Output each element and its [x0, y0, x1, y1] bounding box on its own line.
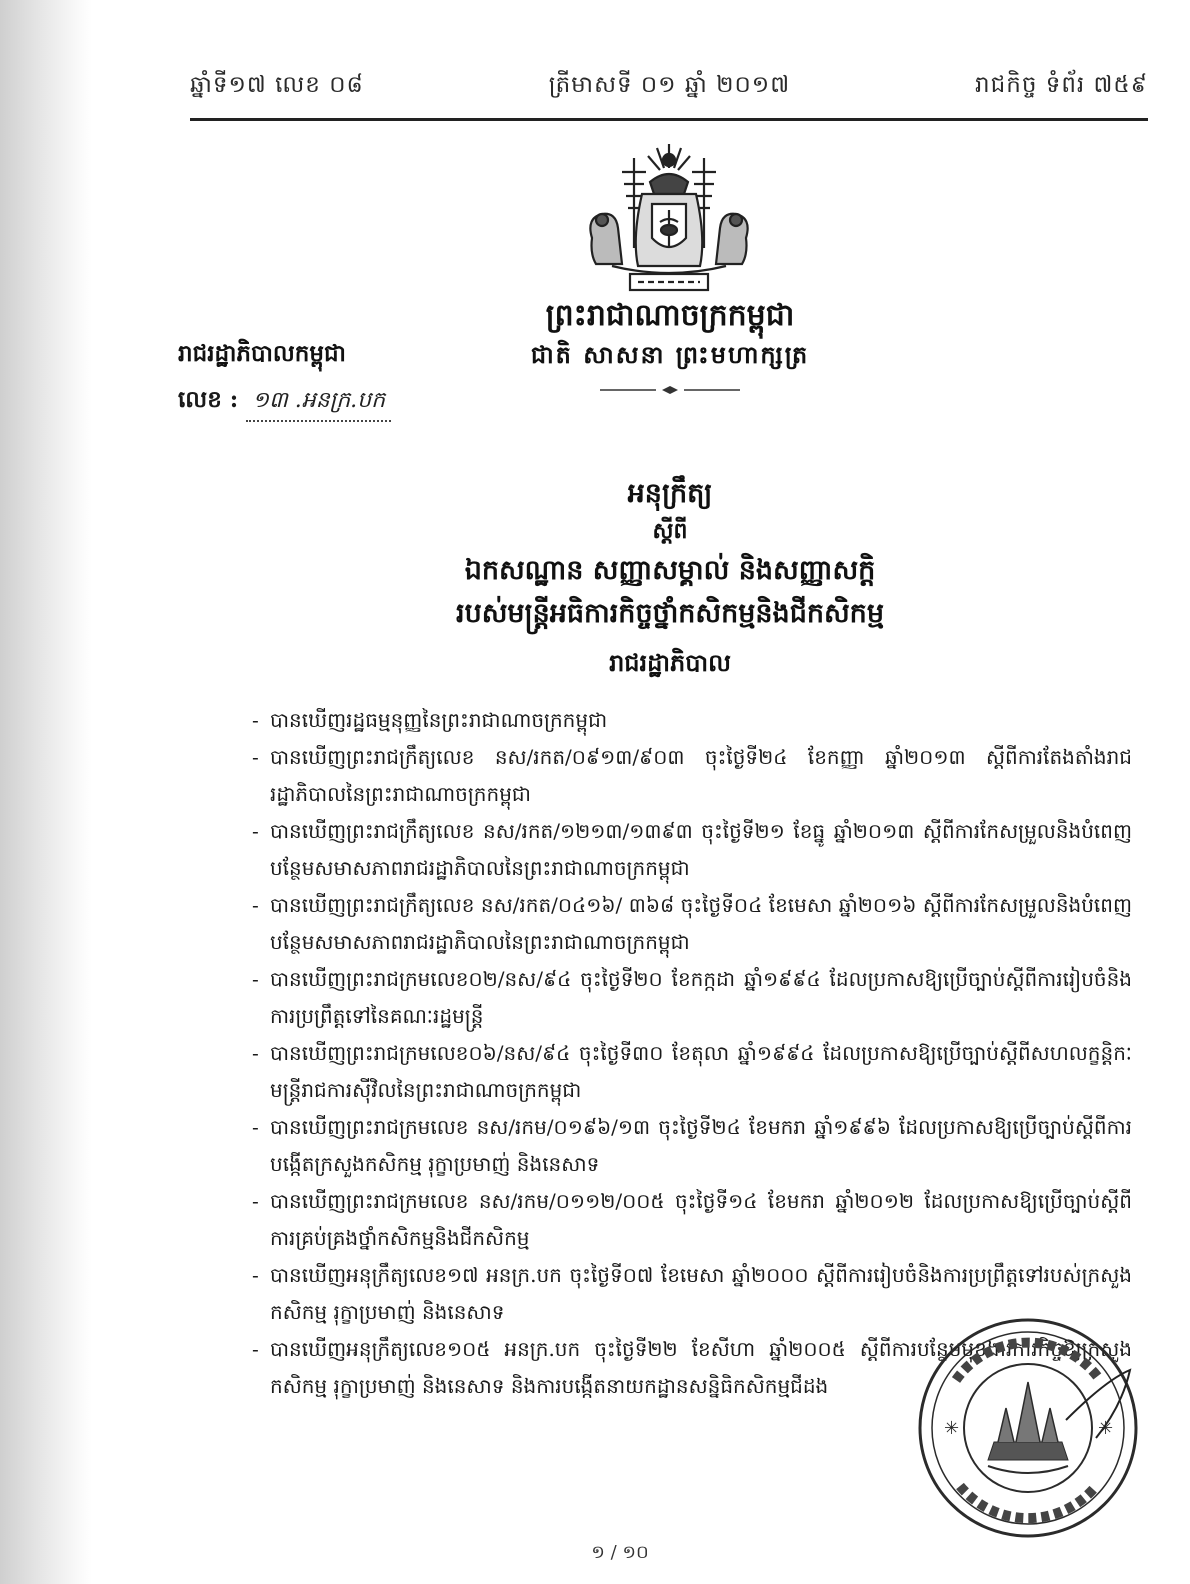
list-item [252, 1183, 1132, 1257]
list-item-text: បានឃើញព្រះរាជក្រមលេខ នស/រកម/០១៩៦/១៣ ចុះថ្ងៃទី២៤ ខែមករា ឆ្នាំ១៩៩៦ ដែលប្រកាសឱ្យប្រើច្បាប់ស្តីពីការបង្កើតក្រសួងកសិកម្ម រុក្ខាប្រមាញ់ និងនេសាទ [270, 1115, 1132, 1176]
list-bullet: - [252, 1041, 259, 1065]
list-item-text: បានឃើញព្រះរាជក្រឹត្យលេខ នស/រកត/០៤១៦/ ៣៦៨ ចុះថ្ងៃទី០៤ ខែមេសា ឆ្នាំ២០១៦ ស្តីពីការកែសម្រួលនិងបំពេញបន្ថែមសមាសភាពរាជរដ្ឋាភិបាលនៃព្រះរាជាណាចក្រកម្ពុជា [270, 893, 1132, 954]
page-number: ១ / ១០ [591, 1542, 649, 1563]
list-item [252, 961, 1132, 1035]
title-on: ស្តីពី [652, 518, 688, 544]
gazette-page: រាជកិច្ច ទំព័រ ៧៥៩ [975, 71, 1148, 98]
reference-label: លេខ : [178, 386, 239, 413]
list-item-text: បានឃើញព្រះរាជក្រមលេខ នស/រកម/០១១២/០០៥ ចុះថ្ងៃទី១៤ ខែមករា ឆ្នាំ២០១២ ដែលប្រកាសឱ្យប្រើច្បាប់ស្តីពីការគ្រប់គ្រងថ្នាំកសិកម្មនិងជីកសិកម្ម [270, 1189, 1132, 1250]
gazette-date: ត្រីមាសទី ០១ ឆ្នាំ ២០១៧ [548, 71, 791, 98]
title-subdecree: អនុក្រឹត្យ [627, 478, 713, 509]
list-item-text: បានឃើញអនុក្រឹត្យលេខ១៧ អនក្រ.បក ចុះថ្ងៃទី០៧ ខែមេសា ឆ្នាំ២០០០ ស្តីពីការរៀបចំនិងការប្រព្រឹត្តទៅរបស់ក្រសួងកសិកម្ម រុក្ខាប្រមាញ់ និងនេសាទ [270, 1263, 1132, 1324]
government-name: រាជរដ្ឋាភិបាលកម្ពុជា [178, 340, 346, 367]
list-bullet: - [252, 1337, 259, 1361]
list-bullet: - [252, 967, 259, 991]
svg-text:✳: ✳ [1098, 1418, 1114, 1439]
list-item [252, 739, 1132, 813]
list-item-text: បានឃើញរដ្ឋធម្មនុញ្ញនៃព្រះរាជាណាចក្រកម្ពុជា [270, 708, 608, 732]
document-title [350, 474, 990, 634]
list-item-text: បានឃើញព្រះរាជក្រឹត្យលេខ នស/រកត/១២១៣/១៣៩៣ ចុះថ្ងៃទី២១ ខែធ្នូ ឆ្នាំ២០១៣ ស្តីពីការកែសម្រួលនិងបំពេញបន្ថែមសមាសភាពរាជរដ្ឋាភិបាលនៃព្រះរាជាណាចក្រកម្ពុជា [270, 819, 1132, 880]
gazette-header [190, 62, 1148, 112]
reference-value: ១៣ .អនក្រ.បក [246, 386, 391, 422]
list-bullet: - [252, 745, 259, 769]
royal-coat-of-arms-icon [572, 138, 766, 298]
list-item [252, 887, 1132, 961]
list-item-text: បានឃើញព្រះរាជក្រឹត្យលេខ នស/រកត/០៩១៣/៩០៣ ចុះថ្ងៃទី២៤ ខែកញ្ញា ឆ្នាំ២០១៣ ស្តីពីការតែងតាំងរាជរដ្ឋាភិបាលនៃព្រះរាជាណាចក្រកម្ពុជា [270, 745, 1132, 806]
motto-divider-ornament [600, 386, 740, 394]
list-bullet: - [252, 708, 259, 732]
reference-number [178, 386, 391, 422]
list-item [252, 813, 1132, 887]
list-bullet: - [252, 893, 259, 917]
national-motto: ជាតិ សាសនា ព្រះមហាក្សត្រ [530, 340, 810, 369]
list-bullet: - [252, 1263, 259, 1287]
title-subject-line1: ឯកសណ្ឋាន សញ្ញាសម្គាល់ និងសញ្ញាសក្តិ [464, 555, 876, 586]
list-item-text: បានឃើញព្រះរាជក្រមលេខ០៦/នស/៩៤ ចុះថ្ងៃទី៣០ ខែតុលា ឆ្នាំ១៩៩៤ ដែលប្រកាសឱ្យប្រើច្បាប់ស្តីពីសហលក្ខន្តិកៈមន្ត្រីរាជការស៊ីវិលនៃព្រះរាជាណាចក្រកម្ពុជា [270, 1041, 1132, 1102]
list-bullet: - [252, 819, 259, 843]
list-item-text: បានឃើញអនុក្រឹត្យលេខ១០៥ អនក្រ.បក ចុះថ្ងៃទី២២ ខែសីហា ឆ្នាំ២០០៥ ស្តីពីការបន្ថែមមុខងារការកិច្ចឱ្យក្រសួងកសិកម្ម រុក្ខាប្រមាញ់ និងនេសាទ និងការបង្កើតនាយកដ្ឋានសន្និធិកសិកម្មជីដង [270, 1337, 1132, 1398]
issuer-heading: រាជរដ្ឋាភិបាល [609, 648, 731, 677]
list-item-text: បានឃើញព្រះរាជក្រមលេខ០២/នស/៩៤ ចុះថ្ងៃទី២០ ខែកក្កដា ឆ្នាំ១៩៩៤ ដែលប្រកាសឱ្យប្រើច្បាប់ស្តីពីការរៀបចំនិងការប្រព្រឹត្តទៅនៃគណៈរដ្ឋមន្ត្រី [270, 967, 1132, 1028]
list-item [252, 702, 1132, 739]
list-item [252, 1035, 1132, 1109]
scan-binding-shadow [0, 0, 92, 1584]
title-subject-line2: របស់មន្ត្រីអធិការកិច្ចថ្នាំកសិកម្មនិងជីកសិកម្ម [456, 598, 884, 629]
official-seal-icon [916, 1310, 1146, 1548]
list-bullet: - [252, 1189, 259, 1213]
kingdom-name: ព្រះរាជាណាចក្រកម្ពុជា [545, 298, 795, 333]
header-divider [190, 118, 1148, 121]
list-bullet: - [252, 1115, 259, 1139]
preamble-list [252, 702, 1132, 1405]
svg-text:✳: ✳ [944, 1418, 960, 1439]
gazette-volume: ឆ្នាំទី១៧ លេខ ០៨ [190, 71, 364, 98]
list-item [252, 1109, 1132, 1183]
